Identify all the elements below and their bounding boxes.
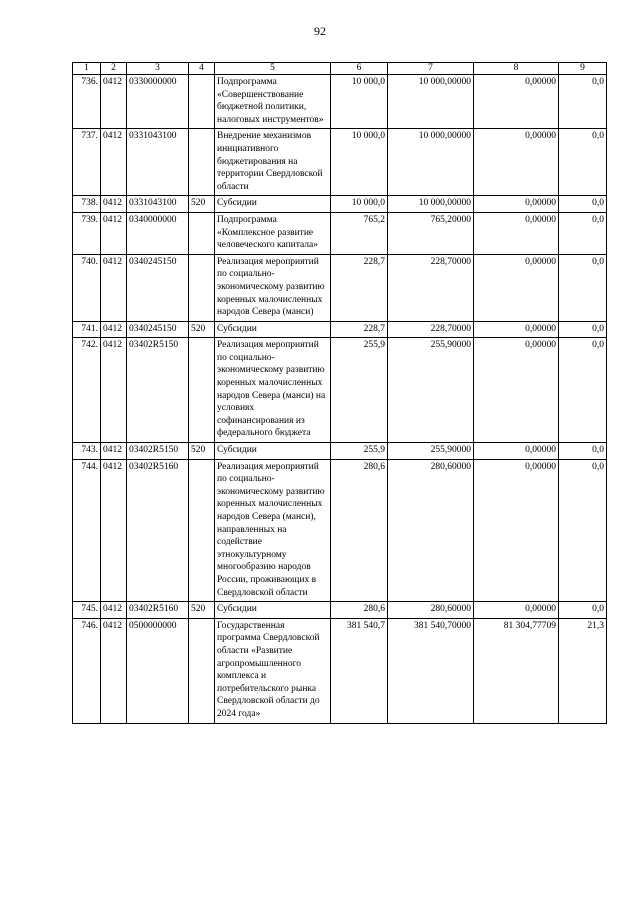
table-row — [73, 338, 607, 443]
approved-amount: 381 540,70000 — [388, 618, 474, 723]
item-name: Государственная программа Свердловской области «Развитие агропромышленного комплекса и потребительского рынка Свердловской области до 2024 года» — [215, 618, 331, 723]
item-name: Внедрение механизмов инициативного бюджетирования на территории Свердловской области — [215, 129, 331, 196]
item-name: Субсидии — [215, 443, 331, 460]
executed-amount: 81 304,77709 — [474, 618, 559, 723]
col-header: 9 — [559, 63, 607, 75]
executed-amount: 0,00000 — [474, 338, 559, 443]
planned-amount: 280,6 — [331, 602, 388, 619]
planned-amount: 765,2 — [331, 212, 388, 254]
executed-amount: 0,00000 — [474, 459, 559, 602]
item-name: Подпрограмма «Комплексное развитие человеческого капитала» — [215, 212, 331, 254]
approved-amount: 228,70000 — [388, 321, 474, 338]
execution-percent: 0,0 — [559, 602, 607, 619]
execution-percent: 0,0 — [559, 75, 607, 129]
item-name: Подпрограмма «Совершенствование бюджетной политики, налоговых инструментов» — [215, 75, 331, 129]
approved-amount: 228,70000 — [388, 254, 474, 321]
execution-percent: 0,0 — [559, 129, 607, 196]
execution-percent: 0,0 — [559, 196, 607, 213]
header-row — [73, 63, 607, 75]
item-name: Субсидии — [215, 602, 331, 619]
approved-amount: 765,20000 — [388, 212, 474, 254]
expense-type-code — [189, 618, 215, 723]
expense-type-code — [189, 338, 215, 443]
approved-amount: 10 000,00000 — [388, 196, 474, 213]
executed-amount: 0,00000 — [474, 75, 559, 129]
item-name: Субсидии — [215, 321, 331, 338]
planned-amount: 228,7 — [331, 254, 388, 321]
expense-type-code: 520 — [189, 196, 215, 213]
execution-percent: 0,0 — [559, 459, 607, 602]
execution-percent: 0,0 — [559, 212, 607, 254]
planned-amount: 381 540,7 — [331, 618, 388, 723]
table-row — [73, 212, 607, 254]
row-number: 740. — [73, 254, 101, 321]
item-name: Реализация мероприятий по социально-экономическому развитию коренных малочисленных народов Севера (манси) на условиях софинансирования из федерального бюджета — [215, 338, 331, 443]
table-row — [73, 443, 607, 460]
target-article-code: 0331043100 — [127, 196, 189, 213]
target-article-code: 0500000000 — [127, 618, 189, 723]
approved-amount: 255,90000 — [388, 443, 474, 460]
col-header: 2 — [101, 63, 127, 75]
expense-type-code — [189, 212, 215, 254]
execution-percent: 21,3 — [559, 618, 607, 723]
col-header: 3 — [127, 63, 189, 75]
row-number: 744. — [73, 459, 101, 602]
approved-amount: 10 000,00000 — [388, 129, 474, 196]
section-code: 0412 — [101, 443, 127, 460]
execution-percent: 0,0 — [559, 321, 607, 338]
table-row — [73, 196, 607, 213]
execution-percent: 0,0 — [559, 338, 607, 443]
row-number: 745. — [73, 602, 101, 619]
expense-type-code — [189, 75, 215, 129]
executed-amount: 0,00000 — [474, 129, 559, 196]
table-row — [73, 618, 607, 723]
target-article-code: 0340245150 — [127, 321, 189, 338]
table-row — [73, 459, 607, 602]
row-number: 746. — [73, 618, 101, 723]
row-number: 739. — [73, 212, 101, 254]
expense-type-code: 520 — [189, 321, 215, 338]
expense-type-code — [189, 129, 215, 196]
expense-type-code: 520 — [189, 602, 215, 619]
target-article-code: 03402R5160 — [127, 602, 189, 619]
section-code: 0412 — [101, 129, 127, 196]
section-code: 0412 — [101, 321, 127, 338]
target-article-code: 03402R5160 — [127, 459, 189, 602]
col-header: 6 — [331, 63, 388, 75]
table-row — [73, 75, 607, 129]
approved-amount: 255,90000 — [388, 338, 474, 443]
section-code: 0412 — [101, 254, 127, 321]
execution-percent: 0,0 — [559, 443, 607, 460]
target-article-code: 0340000000 — [127, 212, 189, 254]
planned-amount: 255,9 — [331, 443, 388, 460]
section-code: 0412 — [101, 75, 127, 129]
executed-amount: 0,00000 — [474, 602, 559, 619]
executed-amount: 0,00000 — [474, 321, 559, 338]
planned-amount: 228,7 — [331, 321, 388, 338]
planned-amount: 280,6 — [331, 459, 388, 602]
target-article-code: 03402R5150 — [127, 338, 189, 443]
planned-amount: 10 000,0 — [331, 75, 388, 129]
expense-type-code: 520 — [189, 443, 215, 460]
approved-amount: 280,60000 — [388, 602, 474, 619]
row-number: 737. — [73, 129, 101, 196]
executed-amount: 0,00000 — [474, 254, 559, 321]
approved-amount: 10 000,00000 — [388, 75, 474, 129]
target-article-code: 0330000000 — [127, 75, 189, 129]
item-name: Субсидии — [215, 196, 331, 213]
item-name: Реализация мероприятий по социально-экономическому развитию коренных малочисленных народов Севера (манси) — [215, 254, 331, 321]
expense-type-code — [189, 254, 215, 321]
execution-percent: 0,0 — [559, 254, 607, 321]
col-header: 8 — [474, 63, 559, 75]
section-code: 0412 — [101, 196, 127, 213]
item-name: Реализация мероприятий по социально-экономическому развитию коренных малочисленных народов Севера (манси), направленных на содействие этнокультурному многообразию народов России, проживающих в Свердловской области — [215, 459, 331, 602]
target-article-code: 0331043100 — [127, 129, 189, 196]
table-row — [73, 254, 607, 321]
budget-table — [72, 62, 607, 724]
target-article-code: 03402R5150 — [127, 443, 189, 460]
section-code: 0412 — [101, 338, 127, 443]
section-code: 0412 — [101, 212, 127, 254]
col-header: 1 — [73, 63, 101, 75]
table-row — [73, 321, 607, 338]
page-number: 92 — [314, 24, 326, 38]
target-article-code: 0340245150 — [127, 254, 189, 321]
planned-amount: 10 000,0 — [331, 129, 388, 196]
table-row — [73, 602, 607, 619]
row-number: 736. — [73, 75, 101, 129]
planned-amount: 255,9 — [331, 338, 388, 443]
col-header: 7 — [388, 63, 474, 75]
section-code: 0412 — [101, 602, 127, 619]
executed-amount: 0,00000 — [474, 443, 559, 460]
row-number: 741. — [73, 321, 101, 338]
table-row — [73, 129, 607, 196]
executed-amount: 0,00000 — [474, 196, 559, 213]
col-header: 4 — [189, 63, 215, 75]
row-number: 742. — [73, 338, 101, 443]
section-code: 0412 — [101, 459, 127, 602]
approved-amount: 280,60000 — [388, 459, 474, 602]
row-number: 738. — [73, 196, 101, 213]
executed-amount: 0,00000 — [474, 212, 559, 254]
section-code: 0412 — [101, 618, 127, 723]
col-header: 5 — [215, 63, 331, 75]
row-number: 743. — [73, 443, 101, 460]
expense-type-code — [189, 459, 215, 602]
planned-amount: 10 000,0 — [331, 196, 388, 213]
